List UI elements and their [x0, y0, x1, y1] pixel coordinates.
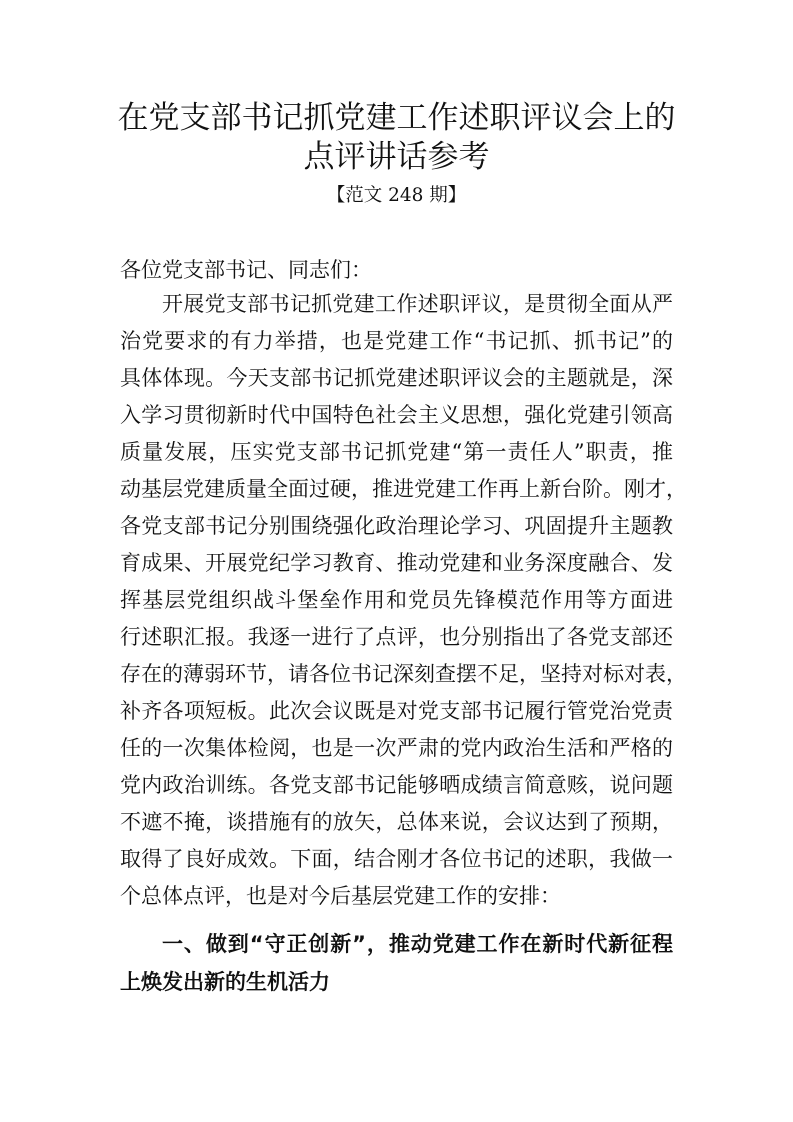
body-line: 行述职汇报。我逐一进行了点评，也分别指出了各党支部还	[120, 625, 673, 649]
body-line: 质量发展，压实党支部书记抓党建“第一责任人”职责，推	[120, 440, 673, 464]
body-line: 任的一次集体检阅，也是一次严肃的党内政治生活和严格的	[120, 736, 673, 760]
body-line: 党内政治训练。各党支部书记能够晒成绩言简意赅，说问题	[120, 773, 673, 797]
body-line: 开展党支部书记抓党建工作述职评议，是贯彻全面从严	[162, 292, 673, 316]
document-title-line-1: 在党支部书记抓党建工作述职评议会上的	[117, 100, 676, 136]
section-heading-line-2: 上焕发出新的生机活力	[120, 970, 330, 994]
body-line: 动基层党建质量全面过硬，推进党建工作再上新台阶。刚才，	[120, 477, 687, 501]
body-line: 存在的薄弱环节，请各位书记深刻查摆不足，坚持对标对表，	[120, 662, 687, 686]
body-line: 入学习贯彻新时代中国特色社会主义思想，强化党建引领高	[120, 403, 673, 427]
body-line: 取得了良好成效。下面，结合刚才各位书记的述职，我做一	[120, 847, 673, 871]
body-line: 挥基层党组织战斗堡垒作用和党员先锋模范作用等方面进	[120, 588, 673, 612]
body-line: 具体体现。今天支部书记抓党建述职评议会的主题就是，深	[120, 366, 673, 390]
document-title-line-2: 点评讲话参考	[303, 139, 490, 175]
body-line: 补齐各项短板。此次会议既是对党支部书记履行管党治党责	[120, 699, 673, 723]
salutation: 各位党支部书记、同志们：	[120, 258, 372, 282]
body-line: 育成果、开展党纪学习教育、推动党建和业务深度融合、发	[120, 551, 673, 575]
body-line: 各党支部书记分别围绕强化政治理论学习、巩固提升主题教	[120, 514, 673, 538]
body-line: 治党要求的有力举措，也是党建工作“书记抓、抓书记”的	[120, 329, 673, 353]
body-line: 不遮不掩，谈措施有的放矢，总体来说，会议达到了预期，	[120, 810, 673, 834]
body-line: 个总体点评，也是对今后基层党建工作的安排：	[120, 884, 561, 908]
section-heading-line-1: 一、做到“守正创新”，推动党建工作在新时代新征程	[162, 932, 673, 956]
issue-label: 【范文 248 期】	[326, 185, 467, 206]
